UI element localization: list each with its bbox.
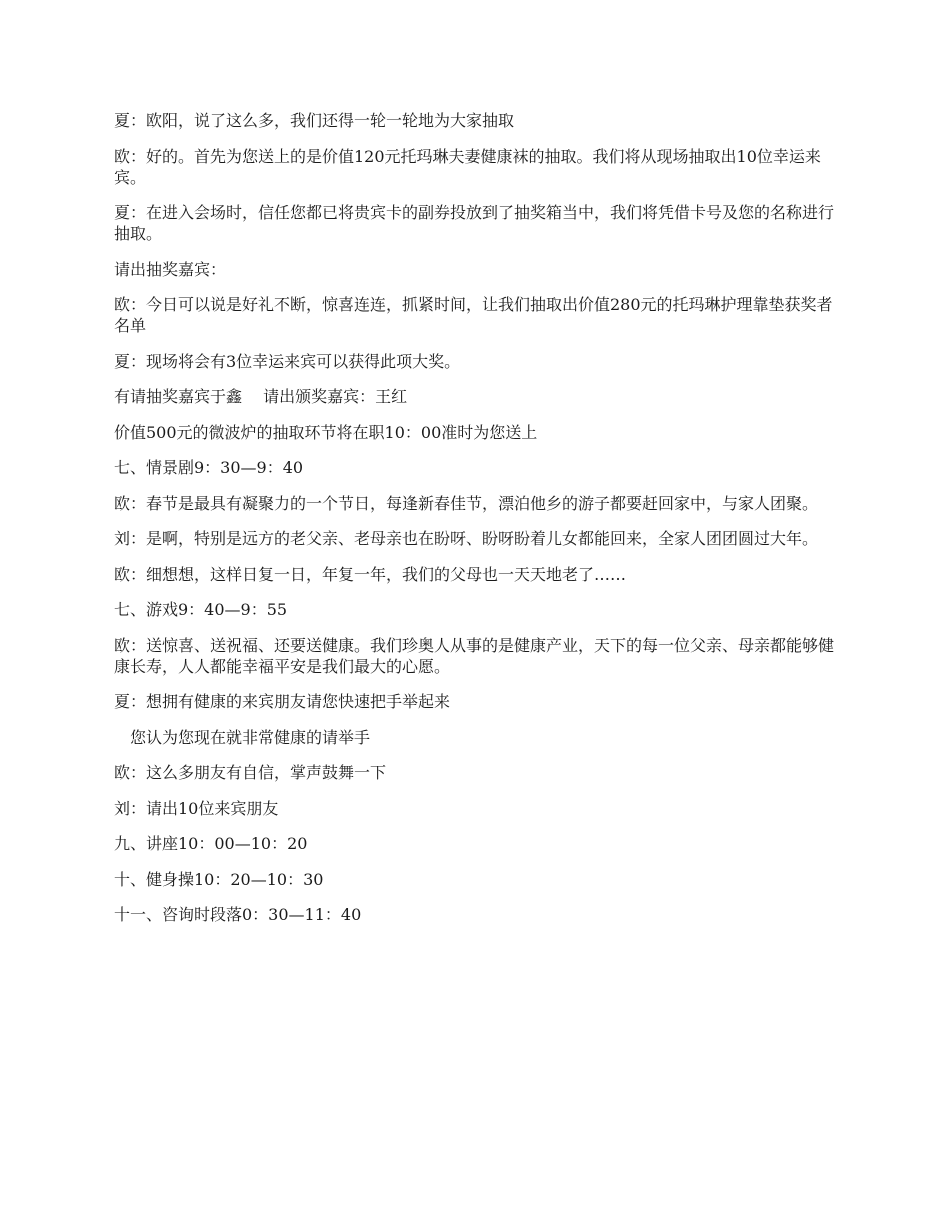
document-body bbox=[114, 110, 844, 940]
section-heading-consultation: 十一、咨询时段落0：30—11：40 bbox=[114, 905, 362, 924]
paragraph-guest-names: 有请抽奖嘉宾于鑫 请出颁奖嘉宾：王红 bbox=[114, 387, 408, 406]
section-heading-sketch: 七、情景剧9：30—9：40 bbox=[114, 458, 304, 477]
paragraph-socks-draw: 欧：好的。首先为您送上的是价值120元托玛琳夫妻健康袜的抽取。我们将从现场抽取出10位幸运来宾。 bbox=[114, 146, 821, 187]
paragraph-parents-aging: 欧：细想想，这样日复一日，年复一年，我们的父母也一天天地老了…… bbox=[114, 564, 627, 584]
paragraph-cushion-draw: 欧：今日可以说是好礼不断，惊喜连连，抓紧时间，让我们抽取出价值280元的托玛琳护理靠垫获奖者名单 bbox=[114, 295, 833, 335]
paragraph-three-winners: 夏：现场将会有3位幸运来宾可以获得此项大奖。 bbox=[114, 351, 461, 371]
section-heading-game: 七、游戏9：40—9：55 bbox=[114, 600, 288, 619]
paragraph-health-industry: 欧：送惊喜、送祝福、还要送健康。我们珍奥人从事的是健康产业，天下的每一位父亲、母亲都能够健康长寿，人人都能幸福平安是我们最大的心愿。 bbox=[114, 635, 835, 676]
paragraph-card-stub: 夏：在进入会场时，信任您都已将贵宾卡的副券投放到了抽奖箱当中，我们将凭借卡号及您的名称进行抽取。 bbox=[114, 203, 835, 243]
paragraph-lottery-intro: 夏：欧阳，说了这么多，我们还得一轮一轮地为大家抽取 bbox=[114, 111, 515, 130]
section-heading-exercise: 十、健身操10：20—10：30 bbox=[114, 869, 324, 889]
paragraph-healthy-raise-hands: 您认为您现在就非常健康的请举手 bbox=[114, 727, 371, 747]
paragraph-spring-festival: 欧：春节是最具有凝聚力的一个节日，每逢新春佳节，漂泊他乡的游子都要赶回家中，与家人团聚。 bbox=[114, 493, 819, 513]
paragraph-invite-ten-guests: 刘：请出10位来宾朋友 bbox=[114, 798, 279, 818]
paragraph-microwave-draw: 价值500元的微波炉的抽取环节将在职10：00准时为您送上 bbox=[114, 422, 538, 442]
section-heading-lecture: 九、讲座10：00—10：20 bbox=[114, 834, 308, 853]
paragraph-applause: 欧：这么多朋友有自信，掌声鼓舞一下 bbox=[114, 763, 387, 782]
paragraph-raise-hands: 夏：想拥有健康的来宾朋友请您快速把手举起来 bbox=[114, 692, 451, 711]
paragraph-parents-waiting: 刘：是啊，特别是远方的老父亲、老母亲也在盼呀、盼呀盼着儿女都能回来，全家人团团圆过大年。 bbox=[114, 529, 819, 548]
paragraph-invite-guest: 请出抽奖嘉宾： bbox=[114, 259, 227, 279]
